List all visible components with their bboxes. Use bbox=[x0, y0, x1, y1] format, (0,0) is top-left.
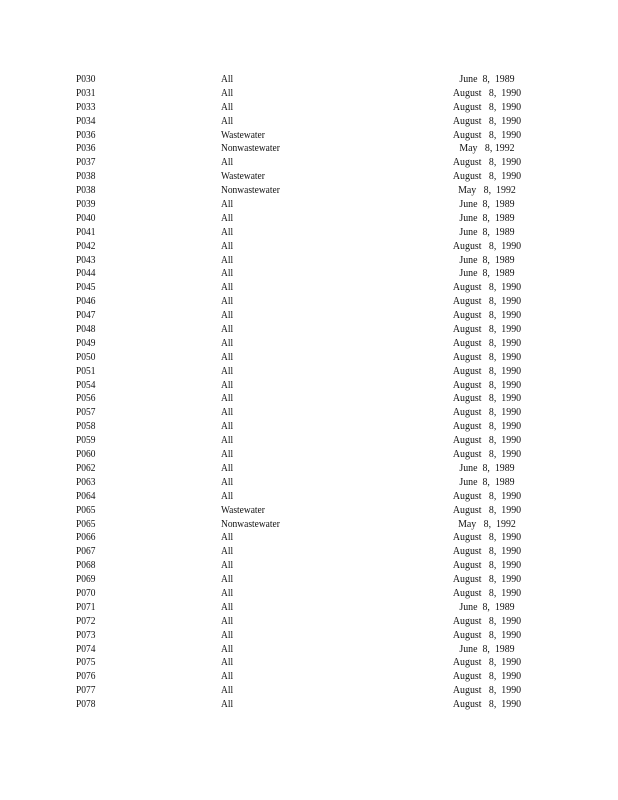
waste-type-cell: All bbox=[221, 323, 234, 336]
waste-type-cell: All bbox=[221, 267, 234, 280]
effective-date-cell: August 8, 1990 bbox=[452, 170, 522, 183]
waste-type-cell: All bbox=[221, 586, 234, 599]
waste-code-cell: P047 bbox=[76, 309, 96, 322]
waste-code-cell: P060 bbox=[76, 448, 96, 461]
table-row bbox=[0, 545, 618, 559]
table-row bbox=[0, 476, 618, 490]
waste-type-cell: Wastewater bbox=[221, 503, 265, 516]
table-row bbox=[0, 170, 618, 184]
waste-code-cell: P064 bbox=[76, 489, 96, 502]
waste-code-cell: P059 bbox=[76, 434, 96, 447]
waste-code-cell: P057 bbox=[76, 406, 96, 419]
table-row bbox=[0, 392, 618, 406]
table-row bbox=[0, 184, 618, 198]
effective-date-cell: June 8, 1989 bbox=[459, 211, 515, 224]
effective-date-cell: August 8, 1990 bbox=[452, 559, 522, 572]
table-row bbox=[0, 670, 618, 684]
waste-code-cell: P074 bbox=[76, 642, 96, 655]
table-row bbox=[0, 309, 618, 323]
waste-type-cell: Nonwastewater bbox=[221, 517, 280, 530]
waste-code-cell: P070 bbox=[76, 586, 96, 599]
table-row bbox=[0, 73, 618, 87]
table-row bbox=[0, 254, 618, 268]
waste-code-cell: P030 bbox=[76, 73, 96, 85]
effective-date-cell: August 8, 1990 bbox=[452, 684, 522, 697]
effective-date-cell: August 8, 1990 bbox=[452, 614, 522, 627]
waste-type-cell: All bbox=[221, 475, 234, 488]
effective-date-cell: May 8, 1992 bbox=[458, 517, 516, 530]
effective-date-cell: June 8, 1989 bbox=[459, 198, 515, 211]
waste-type-cell: All bbox=[221, 559, 234, 572]
table-row bbox=[0, 684, 618, 698]
waste-code-cell: P071 bbox=[76, 600, 96, 613]
table-row bbox=[0, 101, 618, 115]
waste-type-cell: Wastewater bbox=[221, 128, 265, 141]
waste-code-cell: P040 bbox=[76, 211, 96, 224]
waste-code-cell: P065 bbox=[76, 503, 96, 516]
effective-date-cell: June 8, 1989 bbox=[459, 600, 515, 613]
waste-code-cell: P036 bbox=[76, 142, 96, 155]
waste-code-cell: P056 bbox=[76, 392, 96, 405]
effective-date-cell: June 8, 1989 bbox=[459, 267, 515, 280]
table-row bbox=[0, 351, 618, 365]
waste-type-cell: All bbox=[221, 336, 234, 349]
table-row bbox=[0, 198, 618, 212]
table-row bbox=[0, 142, 618, 156]
waste-type-cell: All bbox=[221, 114, 234, 127]
effective-date-cell: August 8, 1990 bbox=[452, 309, 522, 322]
waste-code-cell: P051 bbox=[76, 364, 96, 377]
waste-type-cell: All bbox=[221, 309, 234, 322]
effective-date-cell: August 8, 1990 bbox=[452, 100, 522, 113]
waste-code-cell: P038 bbox=[76, 170, 96, 183]
waste-code-cell: P048 bbox=[76, 323, 96, 336]
waste-type-cell: All bbox=[221, 489, 234, 502]
waste-type-cell: All bbox=[221, 531, 234, 544]
table-row bbox=[0, 87, 618, 101]
waste-code-cell: P077 bbox=[76, 684, 96, 697]
waste-type-cell: Nonwastewater bbox=[221, 142, 280, 155]
waste-code-cell: P075 bbox=[76, 656, 96, 669]
table-row bbox=[0, 379, 618, 393]
waste-type-cell: All bbox=[221, 86, 234, 99]
waste-code-cell: P036 bbox=[76, 128, 96, 141]
waste-code-cell: P044 bbox=[76, 267, 96, 280]
waste-type-cell: All bbox=[221, 600, 234, 613]
waste-code-cell: P033 bbox=[76, 100, 96, 113]
table-row bbox=[0, 656, 618, 670]
effective-date-cell: August 8, 1990 bbox=[452, 531, 522, 544]
table-row bbox=[0, 365, 618, 379]
table-row bbox=[0, 406, 618, 420]
effective-date-cell: May 8, 1992 bbox=[458, 184, 516, 197]
effective-date-cell: August 8, 1990 bbox=[452, 434, 522, 447]
waste-type-cell: Nonwastewater bbox=[221, 184, 280, 197]
waste-code-cell: P076 bbox=[76, 670, 96, 683]
effective-date-cell: August 8, 1990 bbox=[452, 503, 522, 516]
waste-code-cell: P078 bbox=[76, 698, 96, 711]
table-row bbox=[0, 559, 618, 573]
table-row bbox=[0, 420, 618, 434]
waste-code-cell: P054 bbox=[76, 378, 96, 391]
waste-type-cell: All bbox=[221, 698, 234, 711]
waste-type-cell: All bbox=[221, 545, 234, 558]
waste-code-cell: P043 bbox=[76, 253, 96, 266]
effective-date-cell: August 8, 1990 bbox=[452, 545, 522, 558]
table-row bbox=[0, 115, 618, 129]
waste-type-cell: All bbox=[221, 614, 234, 627]
table-row bbox=[0, 267, 618, 281]
waste-type-cell: All bbox=[221, 378, 234, 391]
waste-type-cell: All bbox=[221, 156, 234, 169]
table-row bbox=[0, 573, 618, 587]
waste-type-cell: All bbox=[221, 211, 234, 224]
waste-type-cell: All bbox=[221, 628, 234, 641]
waste-type-cell: All bbox=[221, 434, 234, 447]
effective-date-cell: August 8, 1990 bbox=[452, 489, 522, 502]
waste-type-cell: All bbox=[221, 225, 234, 238]
effective-date-cell: August 8, 1990 bbox=[452, 364, 522, 377]
waste-code-table bbox=[0, 73, 618, 712]
table-row bbox=[0, 240, 618, 254]
table-row bbox=[0, 518, 618, 532]
effective-date-cell: August 8, 1990 bbox=[452, 350, 522, 363]
waste-code-cell: P037 bbox=[76, 156, 96, 169]
effective-date-cell: June 8, 1989 bbox=[459, 475, 515, 488]
waste-code-cell: P072 bbox=[76, 614, 96, 627]
effective-date-cell: August 8, 1990 bbox=[452, 392, 522, 405]
table-row bbox=[0, 448, 618, 462]
table-row bbox=[0, 490, 618, 504]
effective-date-cell: August 8, 1990 bbox=[452, 573, 522, 586]
waste-type-cell: All bbox=[221, 198, 234, 211]
effective-date-cell: August 8, 1990 bbox=[452, 656, 522, 669]
waste-type-cell: All bbox=[221, 670, 234, 683]
effective-date-cell: August 8, 1990 bbox=[452, 336, 522, 349]
table-row bbox=[0, 156, 618, 170]
waste-type-cell: All bbox=[221, 73, 234, 85]
table-row bbox=[0, 629, 618, 643]
waste-code-cell: P062 bbox=[76, 461, 96, 474]
waste-code-cell: P045 bbox=[76, 281, 96, 294]
table-row bbox=[0, 462, 618, 476]
effective-date-cell: May 8, 1992 bbox=[459, 142, 515, 155]
waste-code-cell: P066 bbox=[76, 531, 96, 544]
effective-date-cell: August 8, 1990 bbox=[452, 670, 522, 683]
effective-date-cell: August 8, 1990 bbox=[452, 698, 522, 711]
waste-code-cell: P065 bbox=[76, 517, 96, 530]
table-row bbox=[0, 643, 618, 657]
waste-type-cell: All bbox=[221, 281, 234, 294]
waste-type-cell: Wastewater bbox=[221, 170, 265, 183]
waste-code-cell: P041 bbox=[76, 225, 96, 238]
waste-code-cell: P039 bbox=[76, 198, 96, 211]
table-row bbox=[0, 337, 618, 351]
effective-date-cell: June 8, 1989 bbox=[459, 73, 515, 85]
table-row bbox=[0, 531, 618, 545]
waste-code-cell: P068 bbox=[76, 559, 96, 572]
effective-date-cell: August 8, 1990 bbox=[452, 628, 522, 641]
waste-code-cell: P067 bbox=[76, 545, 96, 558]
effective-date-cell: August 8, 1990 bbox=[452, 295, 522, 308]
table-row bbox=[0, 434, 618, 448]
waste-type-cell: All bbox=[221, 420, 234, 433]
waste-code-cell: P050 bbox=[76, 350, 96, 363]
waste-code-cell: P073 bbox=[76, 628, 96, 641]
waste-type-cell: All bbox=[221, 239, 234, 252]
table-row bbox=[0, 129, 618, 143]
waste-type-cell: All bbox=[221, 253, 234, 266]
table-row bbox=[0, 323, 618, 337]
effective-date-cell: August 8, 1990 bbox=[452, 448, 522, 461]
effective-date-cell: June 8, 1989 bbox=[459, 461, 515, 474]
waste-code-cell: P058 bbox=[76, 420, 96, 433]
waste-type-cell: All bbox=[221, 642, 234, 655]
waste-type-cell: All bbox=[221, 461, 234, 474]
effective-date-cell: August 8, 1990 bbox=[452, 128, 522, 141]
waste-type-cell: All bbox=[221, 295, 234, 308]
effective-date-cell: August 8, 1990 bbox=[452, 281, 522, 294]
effective-date-cell: August 8, 1990 bbox=[452, 406, 522, 419]
table-row bbox=[0, 601, 618, 615]
waste-type-cell: All bbox=[221, 364, 234, 377]
waste-code-cell: P069 bbox=[76, 573, 96, 586]
waste-type-cell: All bbox=[221, 406, 234, 419]
waste-code-cell: P063 bbox=[76, 475, 96, 488]
effective-date-cell: June 8, 1989 bbox=[459, 642, 515, 655]
table-row bbox=[0, 226, 618, 240]
table-row bbox=[0, 295, 618, 309]
table-row bbox=[0, 615, 618, 629]
effective-date-cell: June 8, 1989 bbox=[459, 253, 515, 266]
table-row bbox=[0, 504, 618, 518]
waste-type-cell: All bbox=[221, 392, 234, 405]
waste-type-cell: All bbox=[221, 350, 234, 363]
waste-code-cell: P042 bbox=[76, 239, 96, 252]
waste-type-cell: All bbox=[221, 573, 234, 586]
effective-date-cell: August 8, 1990 bbox=[452, 420, 522, 433]
effective-date-cell: August 8, 1990 bbox=[452, 239, 522, 252]
table-row bbox=[0, 587, 618, 601]
effective-date-cell: August 8, 1990 bbox=[452, 323, 522, 336]
waste-code-cell: P038 bbox=[76, 184, 96, 197]
effective-date-cell: August 8, 1990 bbox=[452, 586, 522, 599]
effective-date-cell: June 8, 1989 bbox=[459, 225, 515, 238]
effective-date-cell: August 8, 1990 bbox=[452, 378, 522, 391]
waste-type-cell: All bbox=[221, 100, 234, 113]
effective-date-cell: August 8, 1990 bbox=[452, 156, 522, 169]
waste-type-cell: All bbox=[221, 448, 234, 461]
waste-code-cell: P049 bbox=[76, 336, 96, 349]
waste-code-cell: P031 bbox=[76, 86, 96, 99]
waste-code-cell: P046 bbox=[76, 295, 96, 308]
waste-type-cell: All bbox=[221, 684, 234, 697]
effective-date-cell: August 8, 1990 bbox=[452, 114, 522, 127]
effective-date-cell: August 8, 1990 bbox=[452, 86, 522, 99]
waste-code-cell: P034 bbox=[76, 114, 96, 127]
table-row bbox=[0, 281, 618, 295]
table-row bbox=[0, 212, 618, 226]
table-row bbox=[0, 698, 618, 712]
waste-type-cell: All bbox=[221, 656, 234, 669]
